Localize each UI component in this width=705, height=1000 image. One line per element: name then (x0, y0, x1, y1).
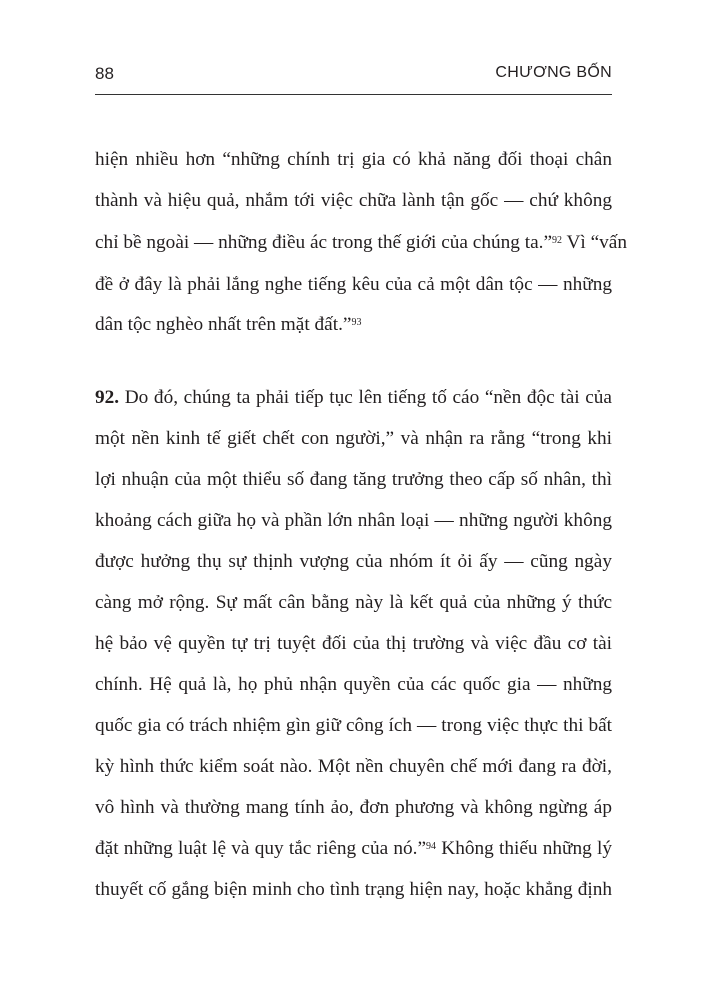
page-number: 88 (95, 64, 114, 83)
text-line (95, 796, 612, 820)
text-line (95, 427, 612, 451)
text-line (95, 231, 628, 255)
text-segment: Do đó, chúng ta phải tiếp tục lên tiếng tố cáo “nền độc tài của (119, 387, 612, 408)
text-segment: hiện nhiều hơn “những chính trị gia có khả năng đối thoại chân (95, 149, 612, 170)
text-segment: kỳ hình thức kiểm soát nào. Một nền chuyên chế mới đang ra đời, (95, 756, 612, 777)
text-segment: thuyết cố gắng biện minh cho tình trạng hiện nay, hoặc khẳng định (95, 879, 612, 900)
text-line (95, 632, 612, 656)
footnote-ref[interactable]: 92 (552, 235, 563, 246)
text-segment: một nền kinh tế giết chết con người,” và nhận ra rằng “trong khi (95, 428, 612, 449)
text-line (95, 313, 612, 337)
text-segment: chính. Hệ quả là, họ phủ nhận quyền của các quốc gia — những (95, 674, 612, 695)
text-segment: Vì “vấn (562, 232, 628, 253)
text-line (95, 591, 612, 615)
text-line (95, 837, 612, 861)
text-line (95, 878, 612, 902)
running-header (95, 60, 612, 95)
text-segment: được hưởng thụ sự thịnh vượng của nhóm ít ỏi ấy — cũng ngày (95, 551, 612, 572)
text-segment: đặt những luật lệ và quy tắc riêng của nó.” (95, 838, 427, 859)
text-line (95, 468, 612, 492)
text-line (95, 509, 612, 533)
text-segment: vô hình và thường mang tính ảo, đơn phương và không ngừng áp (95, 797, 612, 818)
paragraph-number: 92. (95, 387, 120, 408)
chapter-title: CHƯƠNG BỐN (495, 64, 612, 81)
text-segment: lợi nhuận của một thiểu số đang tăng trưởng theo cấp số nhân, thì (95, 469, 612, 490)
text-line (95, 755, 612, 779)
text-segment: khoảng cách giữa họ và phần lớn nhân loại — những người không (95, 510, 612, 531)
text-line (95, 386, 612, 410)
text-segment: càng mở rộng. Sự mất cân bằng này là kết quả của những ý thức (95, 592, 612, 613)
text-line (95, 148, 612, 172)
footnote-ref[interactable]: 93 (351, 317, 362, 328)
text-segment: quốc gia có trách nhiệm gìn giữ công ích — trong việc thực thi bất (95, 715, 612, 736)
text-segment: dân tộc nghèo nhất trên mặt đất.” (95, 314, 352, 335)
text-segment: đề ở đây là phải lắng nghe tiếng kêu của cả một dân tộc — những (95, 274, 612, 295)
text-segment: thành và hiệu quả, nhắm tới việc chữa lành tận gốc — chứ không (95, 190, 612, 211)
text-segment: Không thiếu những lý (436, 838, 612, 859)
text-line (95, 550, 612, 574)
text-line (95, 273, 612, 297)
text-segment: chỉ bề ngoài — những điều ác trong thế giới của chúng ta.” (95, 232, 553, 253)
text-line (95, 714, 612, 738)
text-line (95, 189, 612, 213)
text-segment: hệ bảo vệ quyền tự trị tuyệt đối của thị trường và việc đầu cơ tài (95, 633, 612, 654)
text-line (95, 673, 612, 697)
footnote-ref[interactable]: 94 (426, 841, 437, 852)
